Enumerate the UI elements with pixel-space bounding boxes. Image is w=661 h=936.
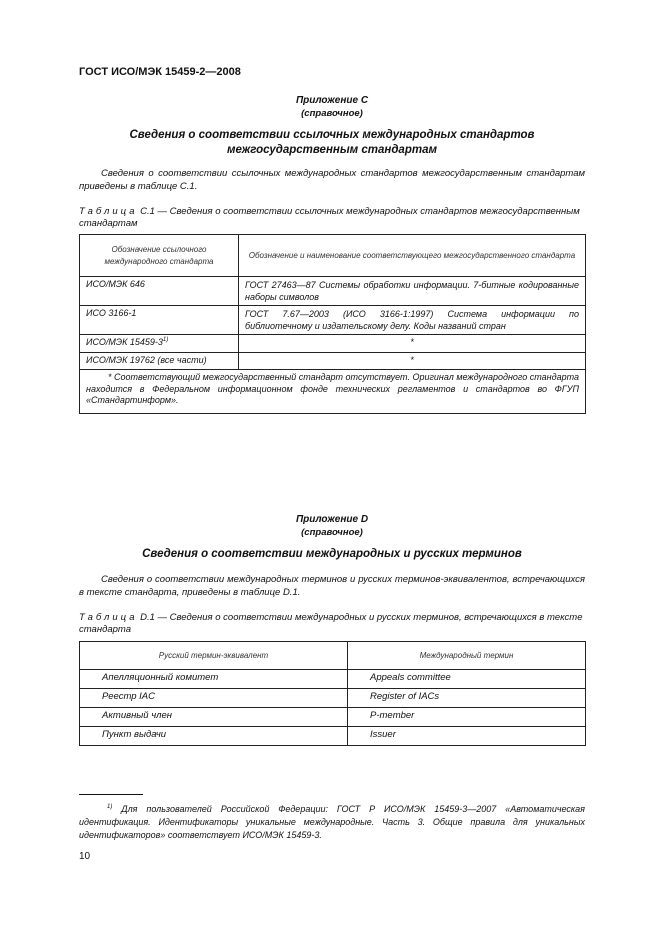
table-d1 xyxy=(79,641,586,746)
table-cell-en: P-member xyxy=(348,708,586,727)
ref-text: ИСО/МЭК 15459-3 xyxy=(86,337,163,347)
footnote-marker: 1) xyxy=(107,804,113,810)
table-row xyxy=(80,335,586,353)
footnote xyxy=(79,801,585,842)
table-row xyxy=(80,353,586,370)
table-cell-std: ГОСТ 27463—87 Системы обработки информации. 7-битные кодированные наборы символов xyxy=(239,277,586,306)
table-row xyxy=(80,277,586,306)
caption-text: С.1 — Сведения о соответствии ссылочных международных стандартов межгосударственным стандартам xyxy=(79,206,580,229)
table-row xyxy=(80,689,586,708)
table-d1-header-ru: Русский термин-эквивалент xyxy=(80,642,348,670)
table-cell-en: Appeals committee xyxy=(348,670,586,689)
table-c1-note xyxy=(80,370,586,414)
caption-label: Таблица xyxy=(79,612,138,623)
table-cell-ref: ИСО 3166-1 xyxy=(80,306,239,335)
annex-c-intro: Сведения о соответствии ссылочных международных стандартов межгосударственным стандартам приведены в таблице С.1. xyxy=(79,168,585,192)
table-cell-ref: ИСО/МЭК 19762 (все части) xyxy=(80,353,239,370)
table-cell-en: Issuer xyxy=(348,727,586,746)
annex-c-heading-line2: межгосударственным стандартам xyxy=(227,144,437,156)
table-cell-ru: Пункт выдачи xyxy=(80,727,348,746)
table-cell-en: Register of IACs xyxy=(348,689,586,708)
footnote-separator xyxy=(79,794,143,795)
annex-d-title: Приложение D xyxy=(295,514,369,525)
page-number: 10 xyxy=(79,851,91,862)
table-cell-std: * xyxy=(239,335,586,353)
footnote-text: Для пользователей Российской Федерации: ГОСТ Р ИСО/МЭК 15459-3—2007 «Автоматическая идентификация. Идентификаторы уникальные международные. Часть 3. Общие правила для уникальных идентификаторов» соответствует ИСО/МЭК 15459-3. xyxy=(79,804,585,840)
annex-c-title: Приложение С xyxy=(295,95,369,106)
caption-label: Таблица xyxy=(79,206,138,217)
table-cell-ru: Реестр IAC xyxy=(80,689,348,708)
annex-d-intro: Сведения о соответствии международных терминов и русских терминов-эквивалентов, встречающихся в тексте стандарта, приведены в таблице D.1. xyxy=(79,574,585,598)
annex-d-heading: Сведения о соответствии международных и русских терминов xyxy=(142,548,522,560)
annex-c-subtitle: (справочное) xyxy=(301,108,363,119)
table-cell-ru: Активный член xyxy=(80,708,348,727)
annex-c-heading-line1: Сведения о соответствии ссылочных международных стандартов xyxy=(129,129,535,141)
annex-c-table-caption xyxy=(79,206,585,230)
table-cell-ref: ИСО/МЭК 646 xyxy=(80,277,239,306)
annex-d-subtitle: (справочное) xyxy=(301,527,363,538)
table-cell-ru: Апелляционный комитет xyxy=(80,670,348,689)
table-row xyxy=(80,306,586,335)
annex-d-table-caption xyxy=(79,612,585,636)
caption-text: D.1 — Сведения о соответствии международных и русских терминов, встречающихся в тексте стандарта xyxy=(79,612,583,635)
table-row xyxy=(80,670,586,689)
document-header: ГОСТ ИСО/МЭК 15459-2—2008 xyxy=(79,66,241,78)
table-c1-note-text: * Соответствующий межгосударственный стандарт отсутствует. Оригинал международного стандарта находится в Федеральном информационном фонде технических регламентов и стандартов во ФГУП «Стандартинформ». xyxy=(86,372,579,405)
table-cell-std: * xyxy=(239,353,586,370)
footnote-marker: 1) xyxy=(162,337,169,343)
table-row xyxy=(80,727,586,746)
table-row xyxy=(80,708,586,727)
table-c1-header-std: Обозначение и наименование соответствующего межгосударственного стандарта xyxy=(239,235,586,277)
table-cell-ref xyxy=(80,335,239,353)
table-d1-header-en: Международный термин xyxy=(348,642,586,670)
table-cell-std: ГОСТ 7.67—2003 (ИСО 3166-1:1997) Система информации по библиотечному и издательскому делу. Коды названий стран xyxy=(239,306,586,335)
table-c1-header-ref: Обозначение ссылочного международного стандарта xyxy=(80,235,239,277)
table-c1 xyxy=(79,234,586,414)
